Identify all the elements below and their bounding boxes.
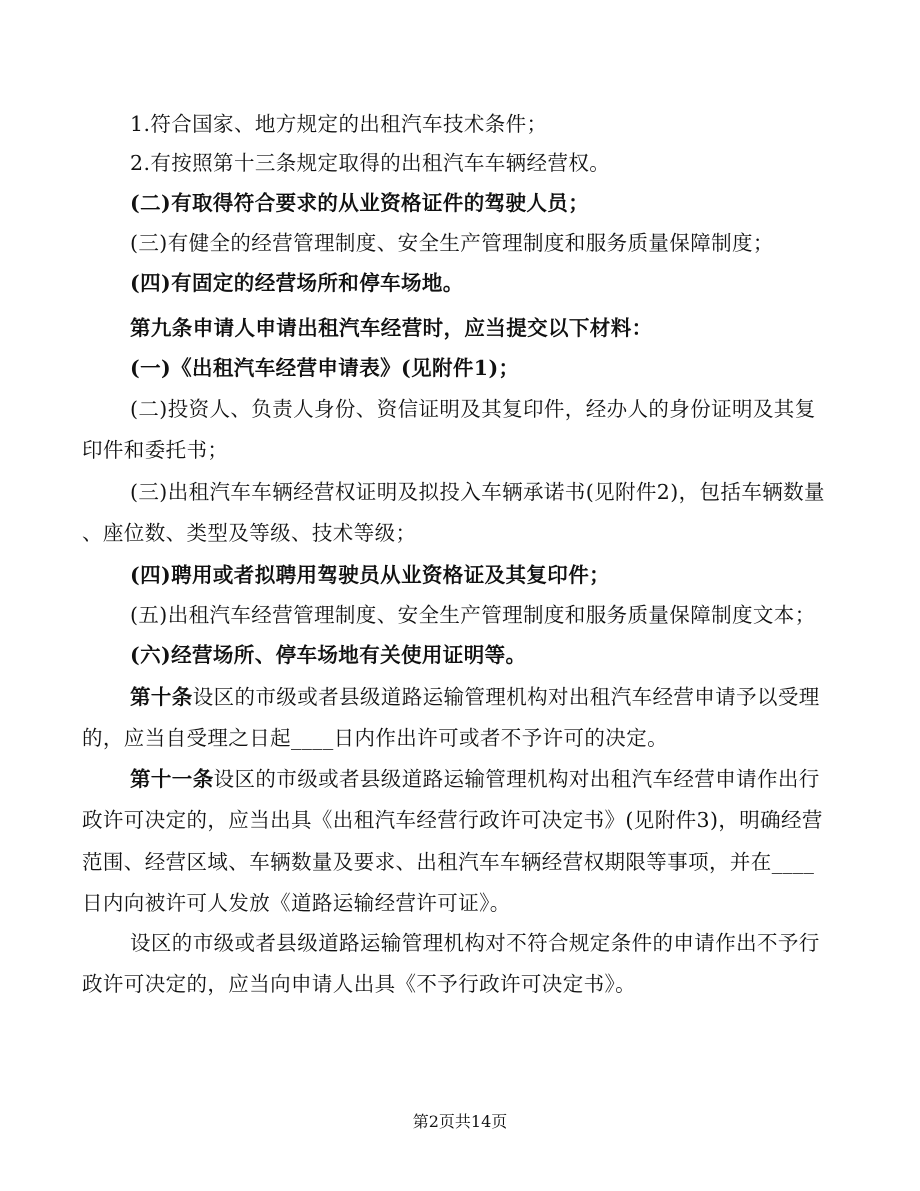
requirement-clause-3: (三)有健全的经营管理制度、安全生产管理制度和服务质量保障制度； [130, 231, 774, 255]
article-11-line-4: 日内向被许可人发放《道路运输经营许可证》。 [82, 891, 511, 915]
material-item-1: (一)《出租汽车经营申请表》(见附件1)； [130, 356, 520, 380]
article-10-line-1 [130, 683, 820, 711]
article-11-line-3: 范围、经营区域、车辆数量及要求、出租汽车车辆经营权期限等事项，并在____ [82, 850, 815, 874]
requirement-clause-2: (二)有取得符合要求的从业资格证件的驾驶人员； [130, 191, 590, 215]
material-item-6: (六)经营场所、停车场地有关使用证明等。 [130, 643, 527, 667]
article-10-text: 设区的市级或者县级道路运输管理机构对出租汽车经营申请予以受理 [192, 685, 820, 709]
article-11-label: 第十一条 [130, 767, 214, 791]
material-item-2-line-2: 印件和委托书； [82, 438, 229, 462]
article-10-label: 第十条 [130, 685, 193, 709]
material-item-2-line-1: (二)投资人、负责人身份、资信证明及其复印件，经办人的身份证明及其复 [130, 397, 816, 421]
material-item-3-line-1: (三)出租汽车车辆经营权证明及拟投入车辆承诺书(见附件2)，包括车辆数量 [130, 480, 825, 504]
article-11-line-1 [130, 765, 820, 793]
material-item-5: (五)出租汽车经营管理制度、安全生产管理制度和服务质量保障制度文本； [130, 603, 816, 627]
article-11-text: 设区的市级或者县级道路运输管理机构对出租汽车经营申请作出行 [213, 767, 820, 791]
requirement-item-1: 1.符合国家、地方规定的出租汽车技术条件； [130, 112, 548, 136]
requirement-clause-4: (四)有固定的经营场所和停车场地。 [130, 271, 464, 295]
material-item-3-line-2: 、座位数、类型及等级、技术等级； [82, 521, 417, 545]
material-item-4: (四)聘用或者拟聘用驾驶员从业资格证及其复印件； [130, 563, 610, 587]
article-9-heading: 第九条申请人申请出租汽车经营时，应当提交以下材料： [130, 316, 653, 340]
requirement-item-2: 2.有按照第十三条规定取得的出租汽车车辆经营权。 [130, 151, 611, 175]
article-10-line-2: 的，应当自受理之日起____日内作出许可或者不予许可的决定。 [82, 726, 668, 750]
rejection-paragraph-line-1: 设区的市级或者县级道路运输管理机构对不符合规定条件的申请作出不予行 [130, 931, 820, 955]
rejection-paragraph-line-2: 政许可决定的，应当向申请人出具《不予行政许可决定书》。 [82, 972, 637, 996]
article-11-line-2: 政许可决定的，应当出具《出租汽车经营行政许可决定书》(见附件3)，明确经营 [82, 808, 823, 832]
page-number: 第2页共14页 [412, 1112, 508, 1131]
